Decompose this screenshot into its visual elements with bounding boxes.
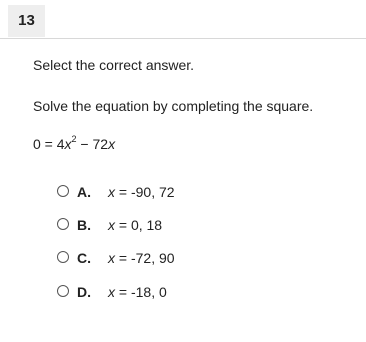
answer-option-a[interactable]: [57, 184, 297, 202]
radio-button-b[interactable]: [57, 218, 69, 230]
equation-variable: x: [64, 136, 72, 152]
option-values: = -90, 72: [115, 184, 175, 200]
option-variable: x: [108, 184, 115, 200]
option-values: = -72, 90: [115, 250, 175, 266]
equation-exponent: 2: [71, 134, 77, 145]
equation-variable: x: [108, 136, 116, 152]
equation: [33, 136, 115, 153]
option-variable: x: [108, 284, 115, 300]
answer-option-b[interactable]: [57, 217, 297, 235]
option-text: [108, 284, 167, 300]
question-number: 13: [8, 5, 45, 37]
answer-option-c[interactable]: [57, 250, 297, 268]
option-values: = -18, 0: [115, 284, 167, 300]
option-values: = 0, 18: [115, 217, 163, 233]
radio-button-d[interactable]: [57, 285, 69, 297]
radio-button-a[interactable]: [57, 185, 69, 197]
answer-option-d[interactable]: [57, 284, 297, 302]
option-letter: B.: [77, 217, 91, 233]
question-header: [0, 0, 366, 39]
option-letter: D.: [77, 284, 91, 300]
radio-button-c[interactable]: [57, 251, 69, 263]
option-letter: A.: [77, 184, 91, 200]
option-text: [108, 184, 175, 200]
option-variable: x: [108, 217, 115, 233]
equation-lhs: 0 = 4: [33, 136, 65, 152]
question-prompt: Solve the equation by completing the square.: [33, 98, 314, 114]
option-variable: x: [108, 250, 115, 266]
option-text: [108, 217, 162, 233]
instruction-text: Select the correct answer.: [33, 57, 195, 73]
option-text: [108, 250, 175, 266]
option-letter: C.: [77, 250, 91, 266]
equation-middle: − 72: [76, 136, 109, 152]
